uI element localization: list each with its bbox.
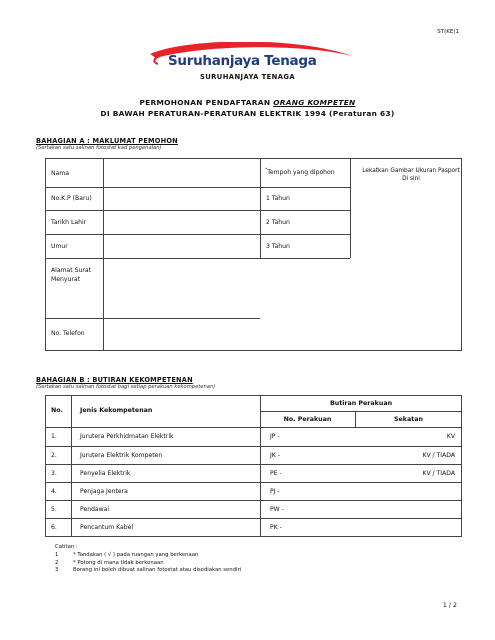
row-cert-prefix[interactable]: PE - [270, 470, 282, 477]
row-no: 4. [51, 488, 57, 495]
notes [55, 544, 241, 575]
form-subtitle: DI BAWAH PERATURAN-PERATURAN ELEKTRIK 1994 (Peraturan 63) [100, 109, 395, 118]
section-b-note: (Sertakan satu salinan fotostat bagi setiap perakuan kekompetenan) [36, 384, 216, 390]
row-cert-prefix[interactable]: PJ - [270, 488, 280, 495]
dob-input[interactable] [104, 211, 259, 233]
notes-title: Catitan : [55, 544, 78, 550]
period-heading [265, 168, 335, 176]
row-type: Penyelia Elektrik [80, 470, 131, 477]
period-heading-mark: * [265, 168, 268, 173]
logo-text: Suruhanjaya Tenaga [168, 53, 317, 69]
row-restriction[interactable]: KV / TIADA [422, 452, 455, 459]
col-header-group: Butiran Perakuan [329, 400, 393, 407]
row-no: 3. [51, 470, 57, 477]
note-item: 1 * Tandakan ( √ ) pada ruangan yang berkenaan [55, 551, 199, 558]
form-title-emphasis: ORANG KOMPETEN [273, 98, 356, 107]
phone-input[interactable] [104, 319, 349, 350]
field-label-age: Umur [51, 243, 68, 250]
period-option-1[interactable]: 1 Tahun [266, 195, 290, 202]
row-restriction[interactable]: KV [446, 433, 455, 440]
row-type: Pendawai [80, 506, 110, 513]
page-number: 1 / 2 [442, 602, 457, 609]
field-label-dob: Tarikh Lahir [51, 219, 87, 226]
col-header-no: No. [51, 407, 63, 414]
period-heading-text: Tempoh yang dipohon [267, 169, 335, 177]
field-label-ic: No.K.P (Baru) [51, 195, 92, 202]
row-type: Penjaga Jentera [80, 488, 128, 495]
note-item: 2 * Potong di mana tidak berkenaan [55, 559, 164, 566]
form-code: ST(KE)1 [437, 29, 459, 35]
field-label-phone: No. Telefon [51, 330, 85, 337]
form-title-prefix: PERMOHONAN PENDAFTARAN [139, 98, 271, 107]
photo-placeholder[interactable]: Lekatkan Gambar Ukuran Pasport Di sini [362, 168, 460, 182]
col-header-restriction: Sekatan [394, 416, 423, 423]
name-input[interactable] [104, 159, 259, 186]
section-a-heading: BAHAGIAN A : MAKLUMAT PEMOHON [36, 137, 178, 145]
row-cert-prefix[interactable]: JK - [270, 452, 280, 459]
col-header-cert-no: No. Perakuan [283, 416, 332, 423]
note-item: 3 Borang ini boleh dibuat salinan fotostat atau disediakan sendiri [55, 567, 242, 574]
age-input[interactable] [104, 235, 259, 257]
ic-input[interactable] [104, 188, 259, 209]
period-option-2[interactable]: 2 Tahun [266, 219, 290, 226]
section-a-note: (Sertakan satu salinan fotostat kad pengenalan) [36, 145, 162, 151]
organization-name: SURUHANJAYA TENAGA [199, 73, 296, 81]
period-option-3[interactable]: 3 Tahun [266, 243, 290, 250]
row-no: 2. [51, 452, 57, 459]
address-input[interactable] [104, 259, 349, 317]
row-no: 5. [51, 506, 57, 513]
form-title [0, 98, 495, 107]
row-restriction[interactable]: KV / TIADA [422, 470, 455, 477]
field-label-address: Alamat Surat Menyurat [51, 267, 91, 283]
row-cert-prefix[interactable]: JP - [270, 433, 280, 440]
row-type: Jurutera Perkhidmatan Elektrik [80, 433, 174, 440]
row-type: Pencantum Kabel [80, 524, 134, 531]
row-cert-prefix[interactable]: PK - [270, 524, 282, 531]
row-type: Jurutera Elektrik Kompeten [80, 452, 163, 459]
row-cert-prefix[interactable]: PW - [270, 506, 284, 513]
col-header-type: Jenis Kekompetenan [80, 407, 153, 414]
section-b-heading: BAHAGIAN B : BUTIRAN KEKOMPETENAN [36, 376, 193, 384]
row-no: 6. [51, 524, 57, 531]
row-no: 1. [51, 433, 57, 440]
field-label-name: Nama [51, 170, 69, 177]
